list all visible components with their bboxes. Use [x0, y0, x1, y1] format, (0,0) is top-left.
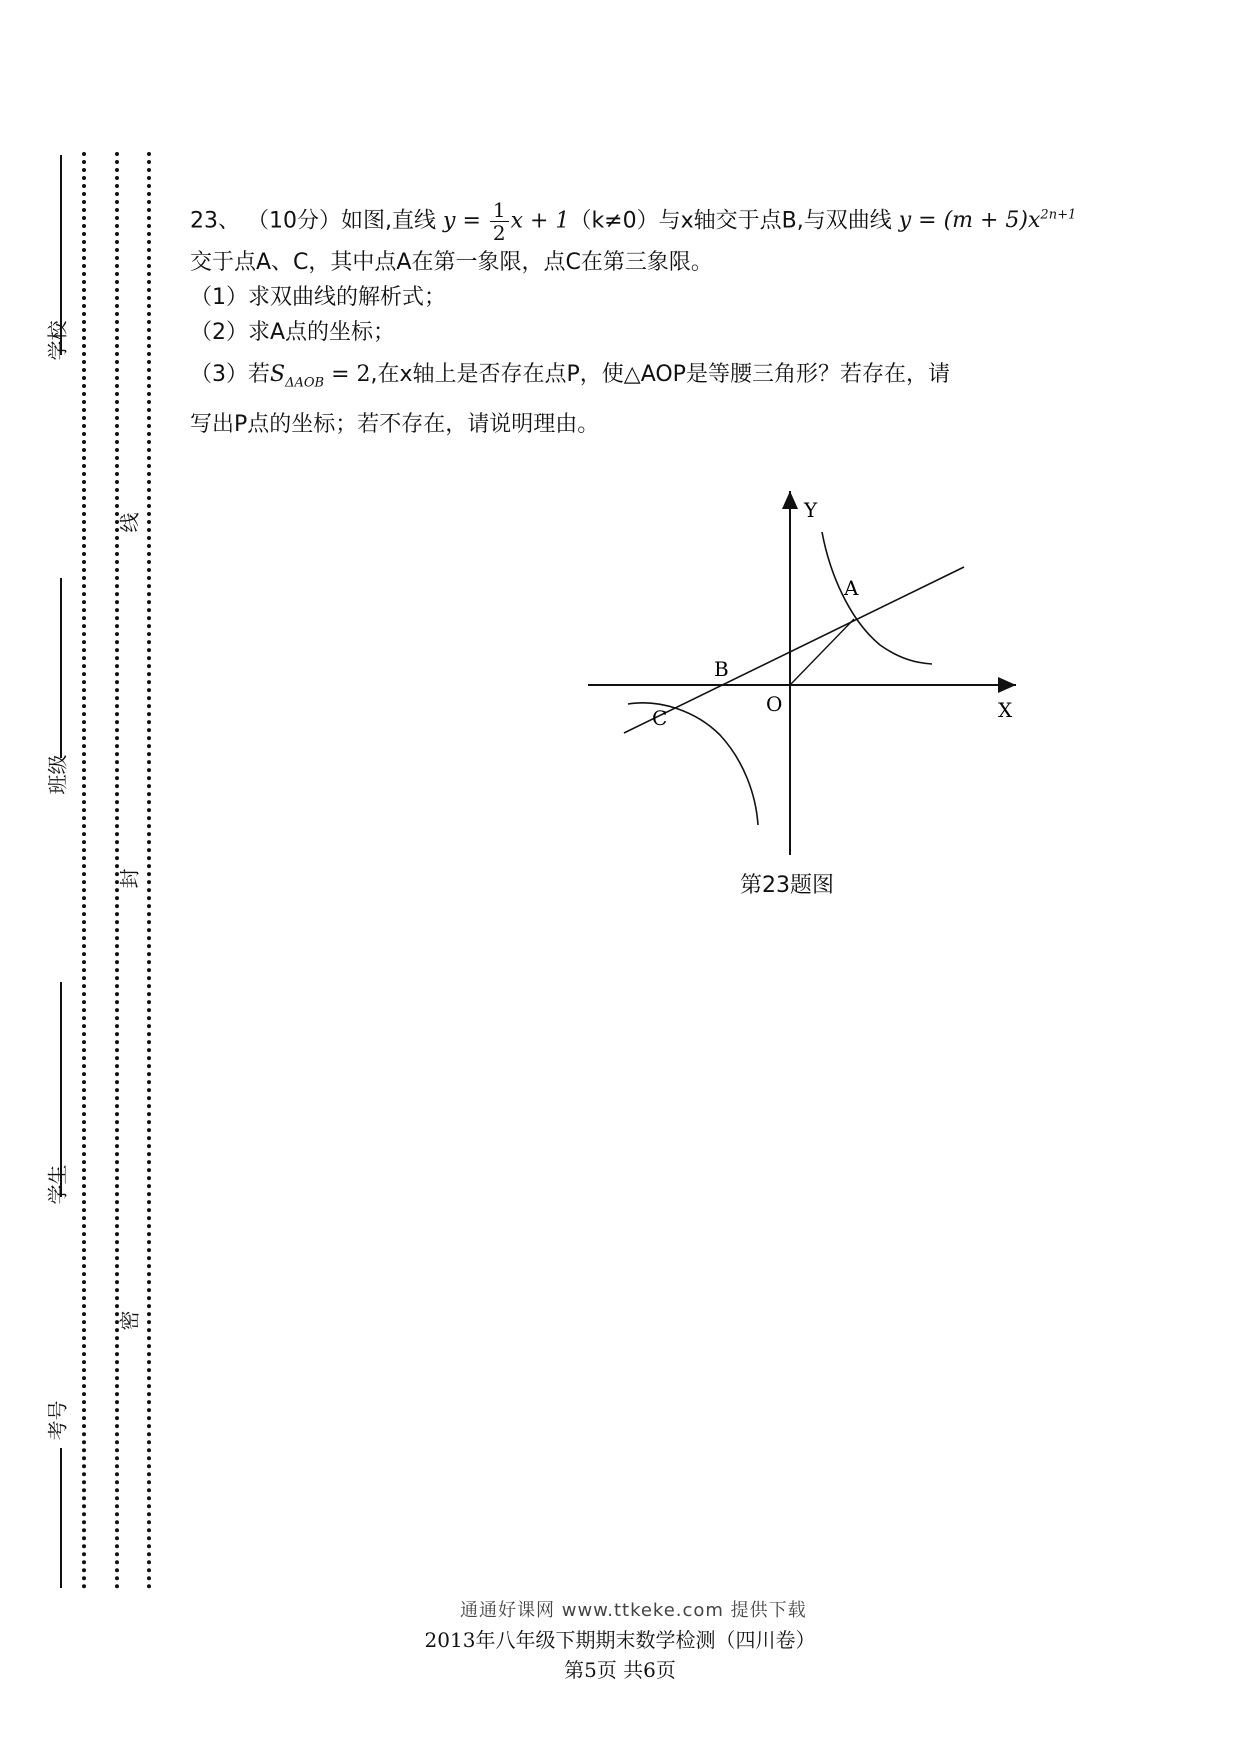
margin-dotted-line-3	[147, 152, 151, 1590]
line-equation-equals: =	[462, 208, 481, 234]
point-C-label: C	[652, 706, 668, 730]
question-number: 23、	[190, 208, 240, 234]
hyperbola-equation	[899, 208, 1077, 233]
part3-question: ,在x轴上是否存在点P，使△AOP是等腰三角形？若存在，请	[370, 362, 950, 387]
part3-prefix: （3）若	[190, 362, 270, 387]
line-equation-fraction	[490, 199, 509, 244]
figure-caption: 第23题图	[740, 873, 834, 898]
question-part-3	[190, 360, 950, 398]
margin-label-school: 学校	[45, 320, 70, 361]
question-part-2: （2）求A点的坐标；	[190, 320, 396, 345]
y-axis-label: Y	[804, 498, 818, 522]
question-points: （10分）	[247, 208, 341, 234]
margin-solid-line-4	[60, 1448, 62, 1588]
line-equation-y: y	[443, 208, 456, 234]
question-part-1: （1）求双曲线的解析式；	[190, 285, 446, 310]
point-A-label: A	[844, 576, 859, 600]
margin-solid-line-2	[60, 578, 62, 758]
fraction-numerator: 1	[490, 199, 509, 222]
seal-word-secret: 密	[117, 1310, 142, 1331]
question-part-3-continued: 写出P点的坐标；若不存在，请说明理由。	[190, 412, 600, 437]
question-line-1	[190, 196, 1076, 244]
margin-label-student: 学生	[45, 1164, 70, 1205]
segment-OA	[790, 619, 854, 685]
point-B-label: B	[714, 657, 729, 681]
hyperbola-branch-first-quadrant	[822, 532, 932, 664]
question-line-2: 交于点A、C，其中点A在第一象限，点C在第三象限。	[190, 250, 713, 275]
footer-page-number: 第5页 共6页	[564, 1658, 676, 1682]
hyperbola-lhs: y = (m + 5)x	[898, 208, 1041, 234]
question-intro-continued: 与x轴交于点B,与双曲线	[658, 208, 892, 234]
fraction-denominator: 2	[492, 220, 506, 245]
margin-label-exam-number: 考号	[45, 1400, 70, 1441]
margin-dotted-line-1	[82, 152, 86, 1590]
origin-label: O	[766, 692, 783, 716]
seal-word-seal: 封	[117, 868, 142, 889]
footer-title: 2013年八年级下期期末数学检测（四川卷）	[424, 1628, 816, 1652]
area-symbol	[270, 362, 325, 391]
seal-word-line: 线	[117, 512, 142, 533]
area-subscript: ΔAOB	[285, 375, 325, 391]
margin-label-class: 班级	[45, 754, 70, 795]
area-value: = 2	[324, 362, 371, 387]
footer-watermark: 通通好课网 www.ttkeke.com 提供下载	[460, 1600, 807, 1621]
figure-23	[560, 455, 1040, 865]
hyperbola-exponent: 2n+1	[1040, 208, 1077, 223]
area-S: S	[270, 362, 286, 387]
line-equation-rest: x + 1	[510, 208, 570, 234]
question-intro: 如图,直线	[341, 208, 436, 234]
x-axis-label: X	[998, 698, 1013, 722]
line-condition: （k≠0）	[569, 208, 659, 234]
